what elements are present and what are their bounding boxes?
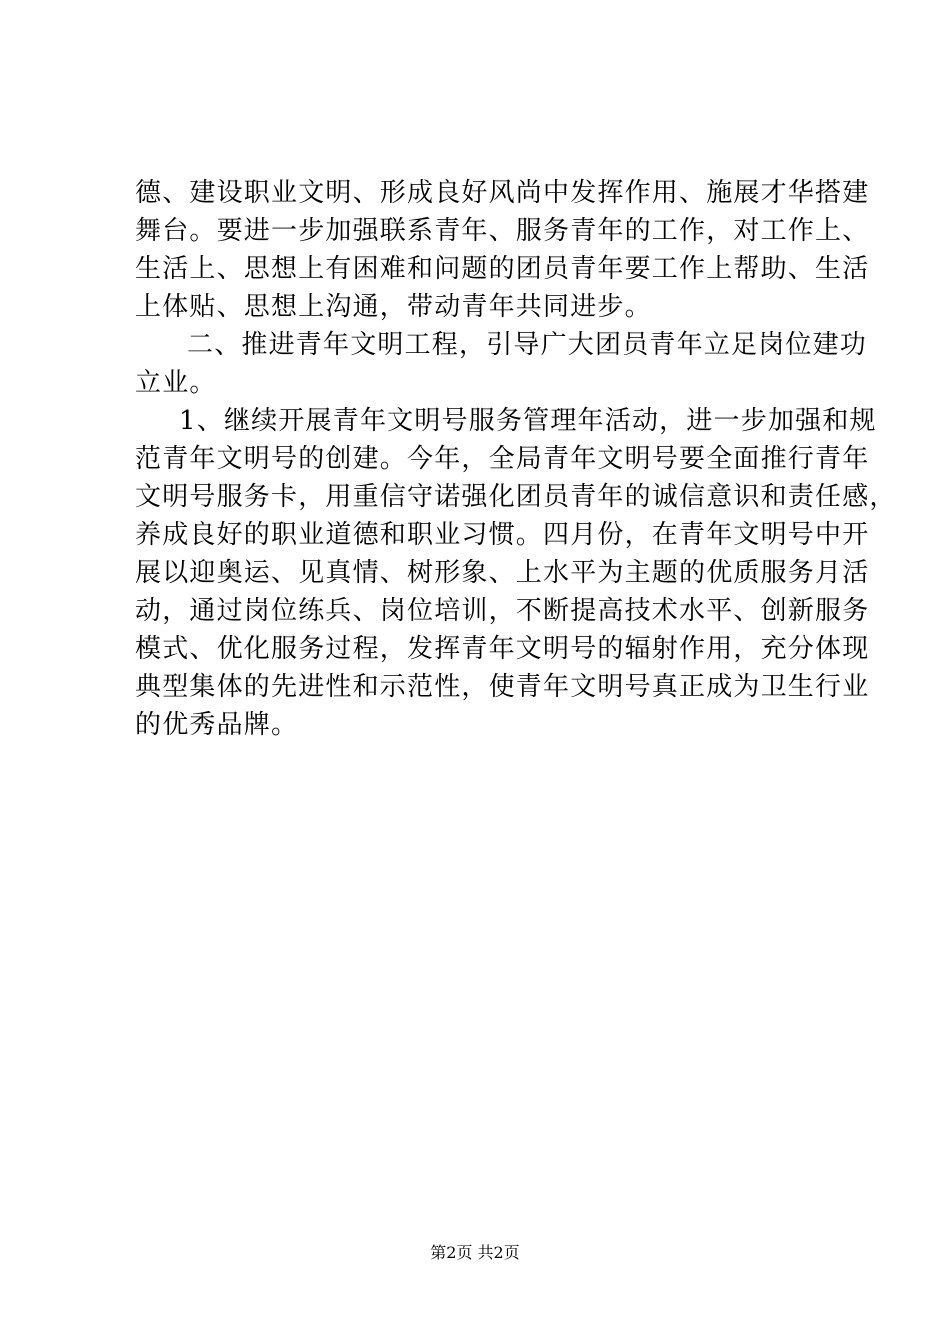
text-line: 生活上、思想上有困难和问题的团员青年要工作上帮助、生活 bbox=[135, 254, 870, 284]
text-line: 的优秀品牌。 bbox=[135, 710, 299, 740]
text-line: 上体贴、思想上沟通，带动青年共同进步。 bbox=[135, 292, 652, 322]
text-line: 动，通过岗位练兵、岗位培训，不断提高技术水平、创新服务 bbox=[135, 596, 870, 626]
text-line: 范青年文明号的创建。今年，全局青年文明号要全面推行青年 bbox=[135, 444, 870, 474]
text-line: 舞台。要进一步加强联系青年、服务青年的工作，对工作上、 bbox=[135, 216, 870, 246]
text-line: 文明号服务卡，用重信守诺强化团员青年的诚信意识和责任感， bbox=[135, 482, 897, 512]
body-text bbox=[135, 174, 897, 744]
item-heading-line: 1、继续开展青年文明号服务管理年活动，进一步加强和规 bbox=[179, 406, 877, 436]
text-line: 展以迎奥运、见真情、树形象、上水平为主题的优质服务月活 bbox=[135, 558, 870, 588]
text-line: 养成良好的职业道德和职业习惯。四月份，在青年文明号中开 bbox=[135, 520, 870, 550]
text-line: 德、建设职业文明、形成良好风尚中发挥作用、施展才华搭建 bbox=[135, 178, 870, 208]
page-number-footer: 第2页 共2页 bbox=[430, 1243, 520, 1262]
text-line: 模式、优化服务过程，发挥青年文明号的辐射作用，充分体现 bbox=[135, 634, 870, 664]
text-line: 典型集体的先进性和示范性，使青年文明号真正成为卫生行业 bbox=[135, 672, 870, 702]
section-heading-line: 二、推进青年文明工程，引导广大团员青年立足岗位建功 bbox=[187, 330, 868, 360]
text-line: 立业。 bbox=[135, 368, 217, 398]
